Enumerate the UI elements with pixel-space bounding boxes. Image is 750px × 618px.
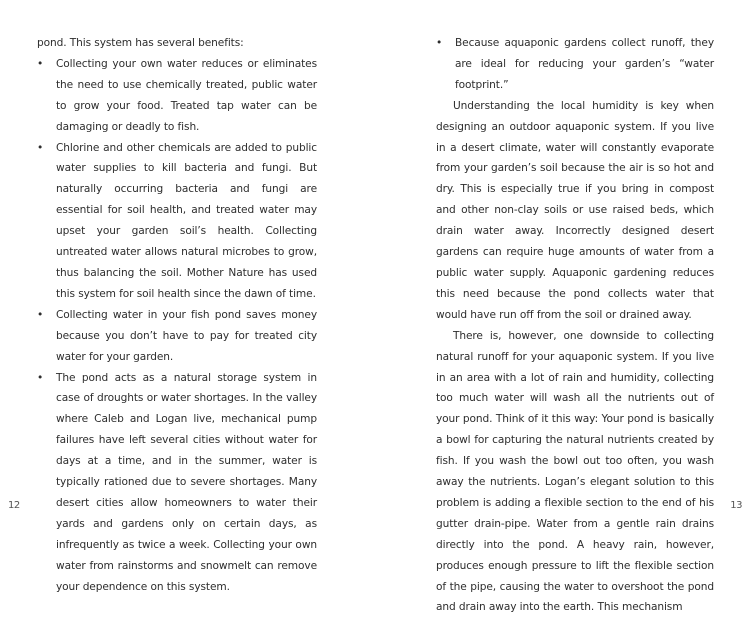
list-item	[37, 368, 317, 598]
page-number-left: 12	[8, 500, 20, 511]
benefits-list	[37, 54, 317, 598]
intro-paragraph: pond. This system has several benefits:	[37, 37, 244, 49]
list-item-text: Collecting water in your fish pond saves money because you don’t have to pay for treated city water for your garden.	[56, 308, 317, 363]
bullet-marker: •	[37, 308, 44, 321]
bullet-marker: •	[37, 57, 44, 70]
left-page	[0, 0, 375, 593]
page-number-right: 13	[730, 500, 742, 511]
list-item	[37, 138, 317, 305]
list-item	[37, 54, 317, 138]
list-item-text: Chlorine and other chemicals are added to public water supplies to kill bacteria and fungi. But naturally occurring bacteria and fungi are essential for soil health, and treated water may upset your garden soil’s health. Collecting untreated water allows natural microbes to grow, thus balancing the soil. Mother Nature has used this system for soil health since the dawn of time.	[56, 141, 317, 300]
list-item	[37, 305, 317, 368]
list-item-text: Because aquaponic gardens collect runoff, they are ideal for reducing your garden’s “water footprint.”	[455, 37, 714, 91]
bullet-marker: •	[37, 371, 44, 384]
bullet-marker: •	[436, 37, 443, 49]
bullet-marker: •	[37, 141, 44, 154]
benefits-list-continued	[436, 33, 714, 96]
body-paragraph: Understanding the local humidity is key when designing an outdoor aquaponic system. If you live in a desert climate, water will constantly evaporate from your garden’s soil because the air is so hot and dry. This is especially true if you bring in compost and other non-clay soils or use raised beds, which drain water away. Incorrectly designed desert gardens can require huge amounts of water from a public water supply. Aquaponic gardening reduces this need because the pond collects water that would have run off from the soil or drained away.	[436, 99, 714, 321]
list-item-text: The pond acts as a natural storage system in case of droughts or water shortages. In the valley where Caleb and Logan live, mechanical pump failures have left several cities without water for days at a time, and in the summer, water is typically rationed due to severe shortages. Many desert cities allow homeowners to water their yards and gardens only on certain days, as infrequently as twice a week. Collecting your own water from rainstorms and snowmelt can remove your dependence on this system.	[56, 371, 317, 593]
left-page-body	[37, 33, 317, 597]
list-item	[436, 33, 714, 96]
right-page-body	[436, 33, 714, 618]
list-item-text: Collecting your own water reduces or eliminates the need to use chemically treated, public water to grow your food. Treated tap water can be damaging or deadly to fish.	[56, 57, 317, 133]
body-paragraph: There is, however, one downside to collecting natural runoff for your aquaponic system. If you live in an area with a lot of rain and humidity, collecting too much water will wash all the nutrients out of your pond. Think of it this way: Your pond is basically a bowl for capturing the natural nutrients created by fish. If you wash the bowl out too often, you wash away the nutrients. Logan’s elegant solution to this problem is adding a flexible section to the end of his gutter drain-pipe. Water from a gentle rain drains directly into the pond. A heavy rain, however, produces enough pressure to lift the flexible section of the pipe, causing the water to overshoot the pond and drain away into the earth. This mechanism	[436, 329, 714, 614]
right-page	[375, 0, 750, 614]
